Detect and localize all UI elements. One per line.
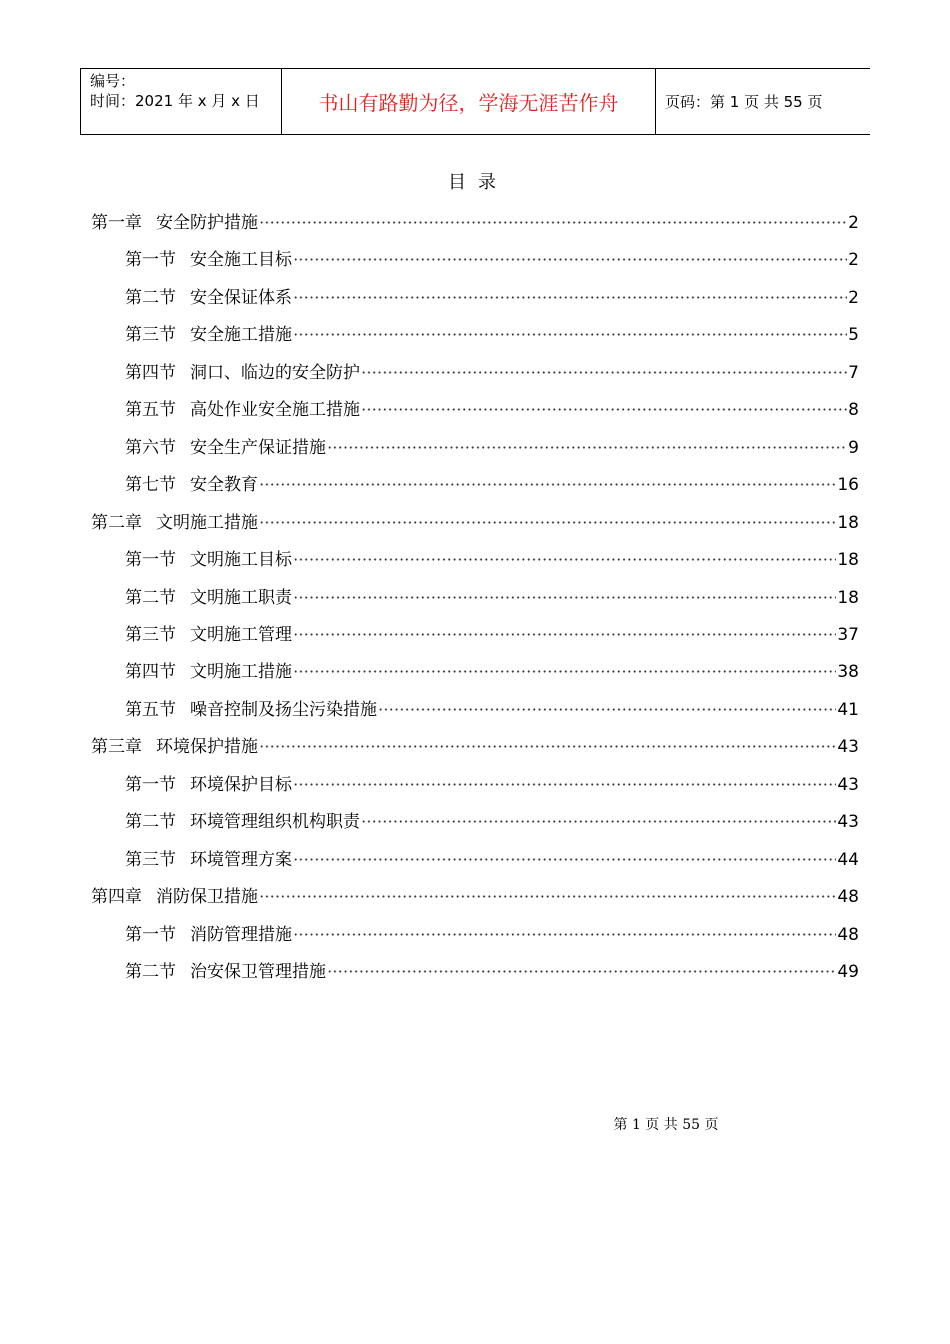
toc-dot-leader xyxy=(293,577,836,603)
toc-dot-leader xyxy=(361,801,836,827)
toc-entry-number: 第三节 xyxy=(125,325,176,346)
toc-entry-number: 第一节 xyxy=(125,550,176,571)
toc-entry-label xyxy=(125,659,292,685)
toc-page-number: 48 xyxy=(837,924,859,945)
toc-entry-label xyxy=(91,510,258,536)
toc-dot-leader xyxy=(327,427,847,453)
toc-entry-label xyxy=(125,547,292,573)
toc-page-number: 18 xyxy=(837,550,859,571)
toc-dot-leader xyxy=(361,389,847,415)
toc-entry-title: 文明施工目标 xyxy=(190,550,292,571)
toc-entry-label xyxy=(125,847,292,873)
toc-entry-number: 第二节 xyxy=(125,287,176,308)
toc-entry-number: 第四节 xyxy=(125,662,176,683)
toc-entry-number: 第一节 xyxy=(125,924,176,945)
toc-section-entry[interactable] xyxy=(125,764,859,795)
toc-entry-number: 第二章 xyxy=(91,512,142,533)
toc-entry-title: 高处作业安全施工措施 xyxy=(190,400,360,421)
toc-entry-title: 消防管理措施 xyxy=(190,924,292,945)
toc-dot-leader xyxy=(259,726,836,752)
toc-page-number: 49 xyxy=(837,962,859,982)
toc-entry-title: 消防保卫措施 xyxy=(156,887,258,908)
toc-section-entry[interactable] xyxy=(125,389,859,421)
page-info-text: 页码：第 1 页 共 55 页 xyxy=(665,93,823,111)
toc-chapter-entry[interactable] xyxy=(91,876,859,908)
toc-entry-number: 第五节 xyxy=(125,699,176,720)
page-footer: 第 1 页 共 55 页 xyxy=(613,1117,719,1133)
toc-entry-title: 安全教育 xyxy=(190,475,258,496)
toc-entry-number: 第一节 xyxy=(125,250,176,271)
toc-dot-leader xyxy=(293,914,836,940)
header-meta-cell xyxy=(81,69,282,134)
toc-section-entry[interactable] xyxy=(125,239,859,271)
toc-entry-title: 环境保护措施 xyxy=(156,737,258,758)
toc-dot-leader xyxy=(293,651,836,677)
toc-section-entry[interactable] xyxy=(125,277,859,308)
toc-section-entry[interactable] xyxy=(125,577,859,608)
toc-entry-label xyxy=(91,734,258,760)
toc-dot-leader xyxy=(293,239,847,265)
toc-page-number: 18 xyxy=(837,587,859,608)
toc-entry-title: 文明施工管理 xyxy=(190,624,292,645)
toc-dot-leader xyxy=(293,539,836,565)
toc-section-entry[interactable] xyxy=(125,951,859,982)
toc-dot-leader xyxy=(259,464,836,490)
toc-entry-title: 安全生产保证措施 xyxy=(190,437,326,458)
toc-entry-title: 环境管理方案 xyxy=(190,849,292,870)
toc-entry-number: 第四章 xyxy=(91,887,142,908)
toc-section-entry[interactable] xyxy=(125,914,859,945)
serial-label: 编号： xyxy=(90,72,136,90)
toc-entry-title: 安全施工措施 xyxy=(190,325,292,346)
toc-section-entry[interactable] xyxy=(125,839,859,870)
toc-page-number: 7 xyxy=(848,362,859,383)
toc-page-number: 48 xyxy=(837,887,859,908)
toc-chapter-entry[interactable] xyxy=(91,202,859,233)
toc-dot-leader xyxy=(259,502,836,528)
toc-entry-number: 第二节 xyxy=(125,812,176,833)
toc-page-number: 43 xyxy=(837,774,859,795)
toc-entry-label xyxy=(125,809,360,835)
toc-entry-label xyxy=(125,360,360,386)
toc-section-entry[interactable] xyxy=(125,689,859,720)
toc-dot-leader xyxy=(259,876,836,902)
toc-dot-leader xyxy=(293,614,836,640)
toc-entry-number: 第二节 xyxy=(125,587,176,608)
toc-page-number: 38 xyxy=(837,662,859,683)
page-info-cell xyxy=(656,69,870,134)
toc-dot-leader xyxy=(259,202,847,228)
toc-page-number: 2 xyxy=(848,287,859,308)
toc-page-number: 5 xyxy=(848,325,859,346)
toc-dot-leader xyxy=(293,764,836,790)
toc-dot-leader xyxy=(293,277,847,303)
toc-page-number: 16 xyxy=(837,475,859,496)
toc-entry-title: 噪音控制及扬尘污染措施 xyxy=(190,699,377,720)
toc-entry-title: 安全施工目标 xyxy=(190,250,292,271)
toc-entry-title: 洞口、临边的安全防护 xyxy=(190,362,360,383)
toc-chapter-entry[interactable] xyxy=(91,502,859,533)
toc-dot-leader xyxy=(293,839,836,865)
toc-page-number: 37 xyxy=(837,624,859,645)
toc-entry-label xyxy=(125,435,326,461)
toc-entry-number: 第三章 xyxy=(91,737,142,758)
toc-section-entry[interactable] xyxy=(125,314,859,346)
motto-text: 书山有路勤为径，学海无涯苦作舟 xyxy=(318,91,619,115)
toc-entry-label xyxy=(125,697,377,723)
toc-section-entry[interactable] xyxy=(125,651,859,683)
toc-dot-leader xyxy=(361,352,847,378)
toc-page-number: 8 xyxy=(848,400,859,421)
motto-cell xyxy=(282,69,656,134)
toc-entry-number: 第一章 xyxy=(91,213,142,233)
toc-entry-title: 治安保卫管理措施 xyxy=(190,962,326,982)
toc-dot-leader xyxy=(378,689,836,715)
toc-section-entry[interactable] xyxy=(125,464,859,496)
toc-entry-label xyxy=(125,397,360,423)
toc-entry-label xyxy=(125,472,258,498)
toc-entry-number: 第二节 xyxy=(125,962,176,982)
toc-entry-label xyxy=(125,622,292,648)
toc-entry-label xyxy=(125,922,292,948)
toc-page-number: 18 xyxy=(837,512,859,533)
toc-entry-title: 环境保护目标 xyxy=(190,774,292,795)
toc-entry-label xyxy=(125,285,292,311)
toc-page-number: 43 xyxy=(837,812,859,833)
toc-entry-label xyxy=(125,772,292,798)
toc-page-number: 44 xyxy=(837,849,859,870)
toc-chapter-entry[interactable] xyxy=(91,726,859,758)
toc-entry-title: 安全防护措施 xyxy=(156,213,258,233)
toc-entry-label xyxy=(125,247,292,273)
toc-entry-number: 第一节 xyxy=(125,774,176,795)
toc-entry-title: 文明施工措施 xyxy=(156,512,258,533)
toc-entry-label xyxy=(91,884,258,910)
toc-entry-number: 第四节 xyxy=(125,362,176,383)
toc-section-entry[interactable] xyxy=(125,539,859,571)
toc-page-number: 41 xyxy=(837,699,859,720)
toc-section-entry[interactable] xyxy=(125,427,859,458)
toc-entry-number: 第三节 xyxy=(125,624,176,645)
toc-entry-title: 文明施工措施 xyxy=(190,662,292,683)
toc-entry-number: 第七节 xyxy=(125,475,176,496)
toc-entry-number: 第三节 xyxy=(125,849,176,870)
toc-dot-leader xyxy=(293,314,847,340)
header-table xyxy=(80,68,870,135)
toc-entry-number: 第五节 xyxy=(125,400,176,421)
toc-entry-label xyxy=(125,959,326,985)
toc-entry-title: 安全保证体系 xyxy=(190,287,292,308)
toc-entry-title: 环境管理组织机构职责 xyxy=(190,812,360,833)
toc-page-number: 2 xyxy=(848,213,859,233)
toc-page-number: 43 xyxy=(837,737,859,758)
toc-section-entry[interactable] xyxy=(125,801,859,833)
toc-dot-leader xyxy=(327,951,836,977)
toc-entry-number: 第六节 xyxy=(125,437,176,458)
time-label: 时间：2021 年 x 月 x 日 xyxy=(90,92,260,110)
toc-entry-label xyxy=(91,210,258,236)
toc-title: 目录 xyxy=(448,172,508,193)
toc-entry-label xyxy=(125,322,292,348)
toc-page-number: 2 xyxy=(848,250,859,271)
toc-entry-title: 文明施工职责 xyxy=(190,587,292,608)
toc-section-entry[interactable] xyxy=(125,352,859,383)
toc-entry-label xyxy=(125,585,292,611)
toc-section-entry[interactable] xyxy=(125,614,859,645)
toc-page-number: 9 xyxy=(848,437,859,458)
